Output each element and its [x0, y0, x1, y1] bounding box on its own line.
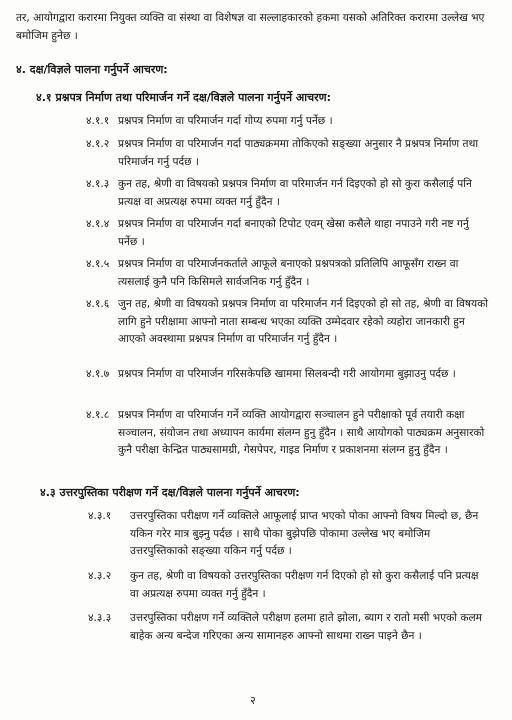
section-4-3-heading: ४.३ उत्तरपुस्तिका परीक्षण गर्ने दक्ष/विज्ञले पालना गर्नुपर्ने आचरण:: [40, 486, 300, 499]
section-4-1-heading: ४.१ प्रश्नपत्र निर्माण तथा परिमार्जन गर्ने दक्ष/विज्ञले पालना गर्नुपर्ने आचरण:: [36, 91, 331, 104]
item-text: प्रश्नपत्र निर्माण वा परिमार्जन गर्दा पाठ्यक्रममा तोकिएको सङ्ख्या अनुसार नै प्रश्नपत्र निर्माण तथा परिमार्जन गर्नु पर्दछ ।: [118, 138, 479, 168]
item-number: ४.३.२: [88, 570, 112, 582]
section-4-heading: ४. दक्ष/विज्ञले पालना गर्नुपर्ने आचरण:: [16, 63, 168, 76]
item-number: ४.१.२: [86, 138, 110, 150]
item-number: ४.३.३: [88, 612, 112, 624]
item-number: ४.३.१: [88, 510, 112, 522]
item-number: ४.१.५: [86, 258, 110, 270]
item-text: जुन तह, श्रेणी वा विषयको प्रश्नपत्र निर्माण वा परिमार्जन गर्न दिइएको हो सो तह, श्रेणी वा विषयको लागि हुने परीक्षामा आफ्नो नाता सम्बन्ध भएका व्यक्ति उम्मेदवार रहेको व्यहोरा जानकारी हुन आएको अवस्थामा प्रश्नपत्र निर्माण वा परिमार्जन गर्नु हुँदैन ।: [118, 298, 489, 345]
item-text: उत्तरपुस्तिका परीक्षण गर्ने व्यक्तिले आफूलाई प्राप्त भएको पोका आफ्नो विषय मिल्दो छ, छैन यकिन गरेर मात्र बुझ्नु पर्दछ । साथै पोका बुझेपछि पोकामा उल्लेख भए बमोजिम उत्तरपुस्तिकाको सङ्ख्या यकिन गर्नु पर्दछ ।: [130, 510, 479, 557]
item-text: प्रश्नपत्र निर्माण वा परिमार्जन गर्ने व्यक्ति आयोगद्वारा सञ्चालन हुने परीक्षाको पूर्व तयारी कक्षा सञ्चालन, संयोजन तथा अध्यापन कार्यमा संलग्न हुनु हुँदैन । साथै आयोगको पाठ्यक्रम अनुसारको कुनै परीक्षा केन्द्रित पाठ्यसामग्री, गेसपेपर, गाइड निर्माण र प्रकाशनमा संलग्न हुनु हुँदैन ।: [118, 409, 485, 456]
item-text: प्रश्नपत्र निर्माण वा परिमार्जन गर्दा बनाएको टिपोट एवम् खेस्रा कसैले थाहा नपाउने गरी नष्ट गर्नु पर्नेछ ।: [118, 218, 469, 248]
item-text: उत्तरपुस्तिका परीक्षण गर्ने व्यक्तिले परीक्षण हलमा हाते झोला, ब्याग र रातो मसी भएको कलम बाहेक अन्य बन्देज गरिएका अन्य सामानहरु आफ्नो साथमा राख्न पाइने छैन ।: [130, 612, 482, 642]
item-number: ४.१.४: [86, 218, 110, 230]
item-text: प्रश्नपत्र निर्माण वा परिमार्जन गर्दा गोप्य रुपमा गर्नु पर्नेछ ।: [118, 115, 333, 127]
item-text: प्रश्नपत्र निर्माण वा परिमार्जनकर्ताले आफूले बनाएको प्रश्नपत्रको प्रतिलिपि आफूसँग राख्न वा त्यसलाई कुनै पनि किसिमले सार्वजनिक गर्नु हुँदैन ।: [118, 258, 459, 288]
item-text: कुन तह, श्रेणी वा विषयको उत्तरपुस्तिका परीक्षण गर्न दिएको हो सो कुरा कसैलाई पनि प्रत्यक्ष वा अप्रत्यक्ष रुपमा व्यक्त गर्नु हुँदैन ।: [130, 570, 479, 600]
item-number: ४.१.१: [86, 115, 110, 127]
item-text: प्रश्नपत्र निर्माण वा परिमार्जन गरिसकेपछि खाममा सिलबन्दी गरी आयोगमा बुझाउनु पर्दछ ।: [118, 368, 456, 380]
item-number: ४.१.७: [86, 368, 110, 380]
item-number: ४.१.६: [86, 298, 110, 310]
item-text: कुन तह, श्रेणी वा विषयको प्रश्नपत्र निर्माण वा परिमार्जन गर्न दिइएको हो सो कुरा कसैलाई पनि प्रत्यक्ष वा अप्रत्यक्ष रुपमा व्यक्त गर्नु हुँदैन ।: [118, 178, 472, 208]
item-number: ४.१.८: [86, 409, 110, 421]
page-number: २: [250, 694, 256, 707]
intro-paragraph: तर, आयोगद्वारा करारमा नियुक्त व्यक्ति वा संस्था वा विशेषज्ञ वा सल्लाहकारको हकमा यसको अतिरिक्त करारमा उल्लेख भए बमोजिम हुनेछ ।: [16, 12, 485, 42]
item-number: ४.१.३: [86, 178, 110, 190]
